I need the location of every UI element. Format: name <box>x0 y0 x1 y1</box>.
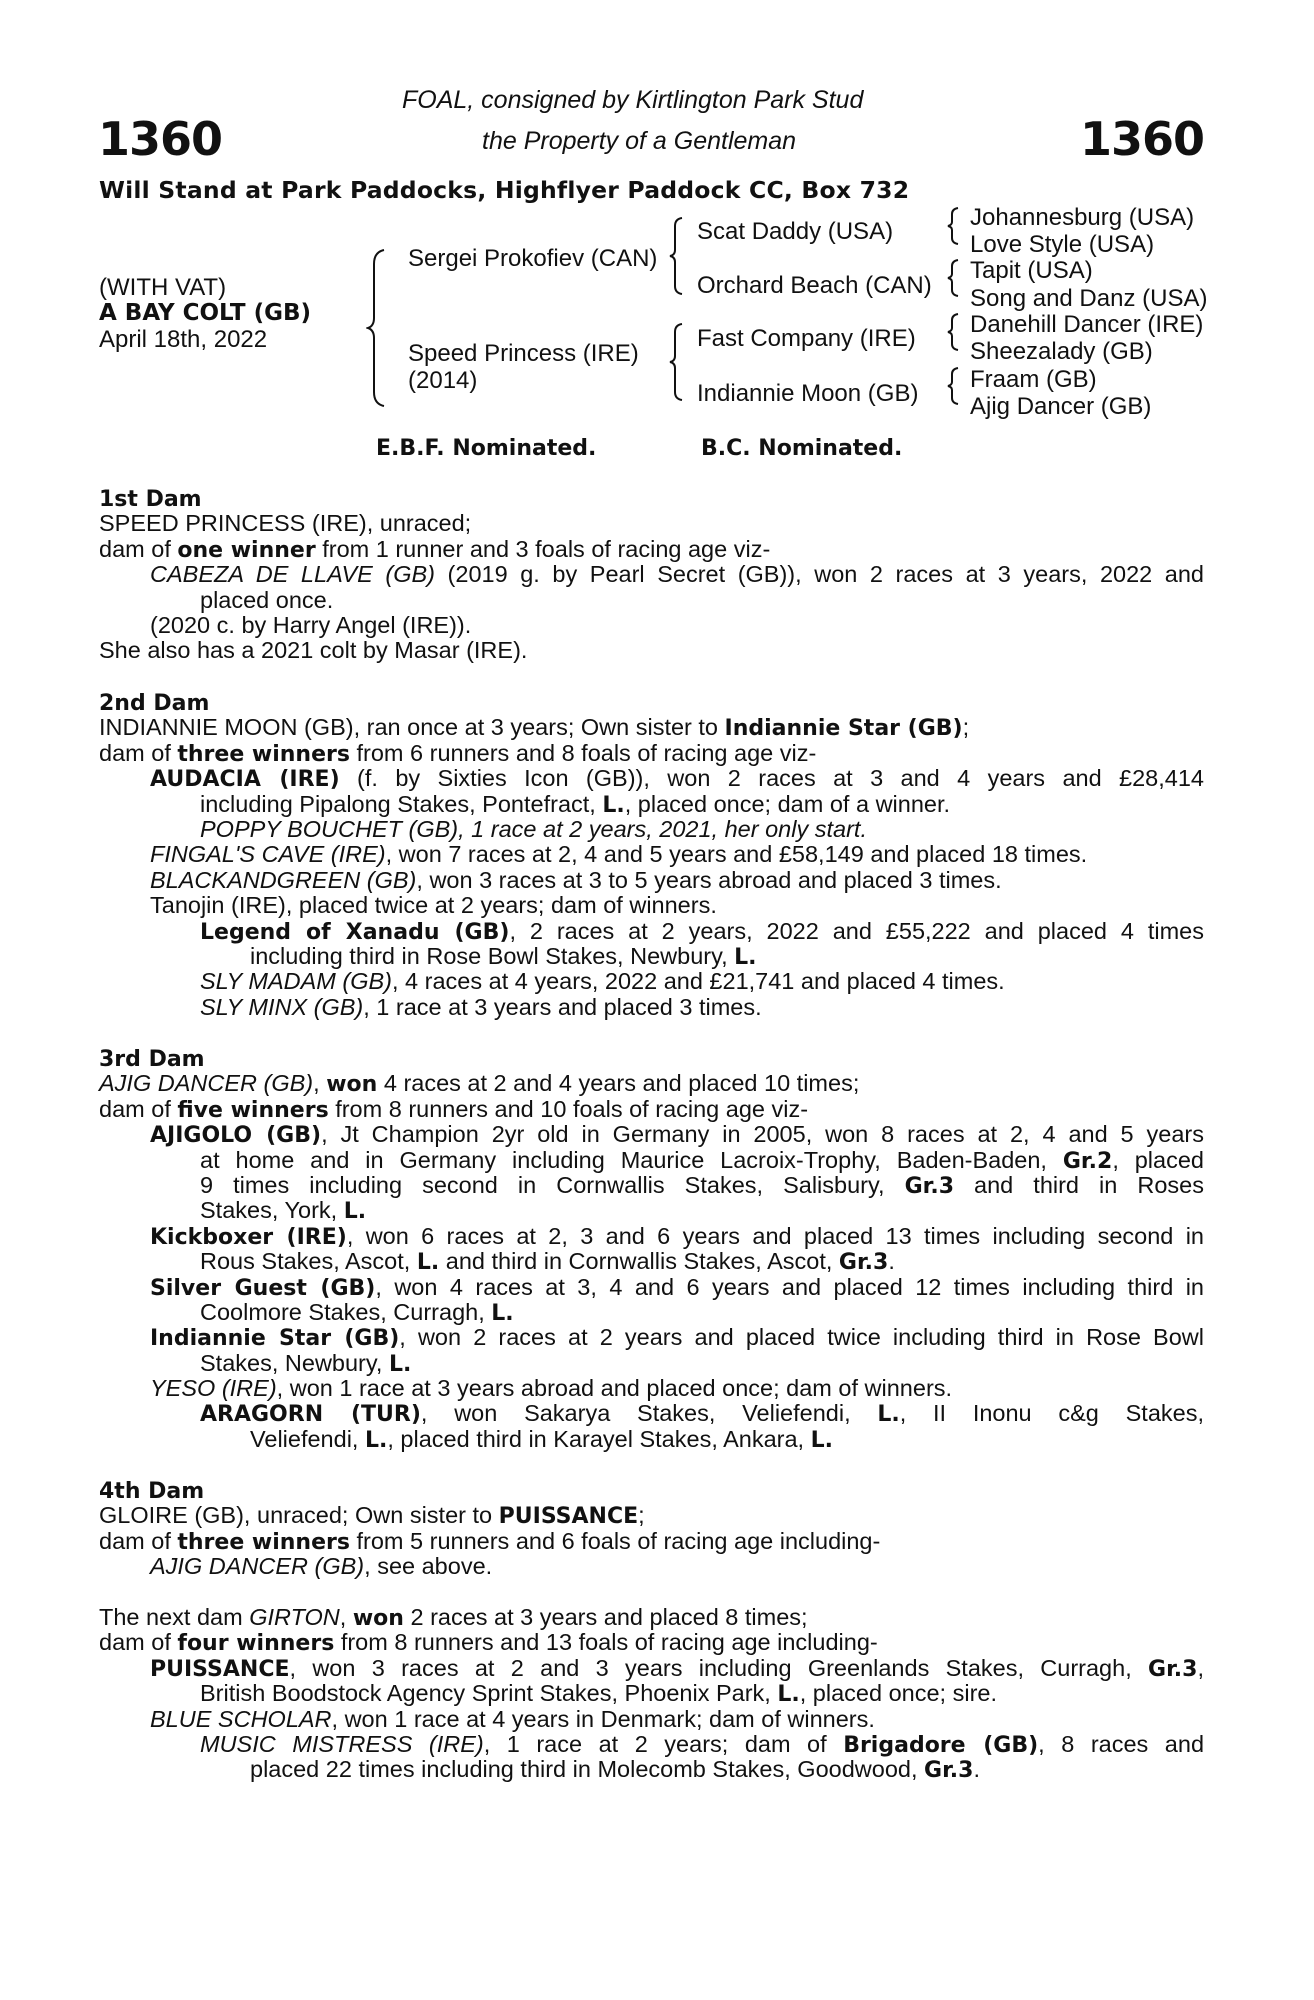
consignor-line: FOAL, consigned by Kirtlington Park Stud <box>402 86 864 114</box>
lot-number-right: 1360 <box>1079 112 1204 166</box>
produce-music-mistress-cont: placed 22 times including third in Molecomb Stakes, Goodwood, Gr.3. <box>250 1756 980 1784</box>
first-dam-heading: 1st Dam <box>99 487 202 512</box>
ggp-3: Tapit (USA) <box>970 257 1093 284</box>
produce-ajigolo-cont-2: 9 times including second in Cornwallis Stakes, Salisbury, Gr.3 and third in Roses <box>200 1172 1204 1199</box>
second-dam-heading: 2nd Dam <box>99 691 210 716</box>
produce-ajigolo-cont-3: Stakes, York, L. <box>200 1197 367 1225</box>
sire-dam: Orchard Beach (CAN) <box>697 272 932 299</box>
first-dam-line: SPEED PRINCESS (IRE), unraced; <box>99 510 472 537</box>
ggp-4: Song and Danz (USA) <box>970 285 1208 312</box>
bc-nomination: B.C. Nominated. <box>701 436 903 461</box>
second-dam-produce-summary: dam of three winners from 6 runners and 8 foals of racing age viz- <box>99 739 817 767</box>
second-dam-section <box>99 690 1204 1020</box>
pedigree-brace-main <box>366 248 388 408</box>
lot-number-left: 1360 <box>98 112 223 166</box>
brace-g1 <box>946 206 960 246</box>
ggp-5: Danehill Dancer (IRE) <box>970 311 1204 338</box>
produce-aragorn: ARAGORN (TUR), won Sakarya Stakes, Veliefendi, L., II Inonu c&g Stakes, <box>200 1401 1204 1427</box>
produce-puissance-cont: British Boodstock Agency Sprint Stakes, Phoenix Park, L., placed once; sire. <box>200 1680 997 1708</box>
third-dam-section <box>99 1046 1204 1452</box>
produce-ajig-dancer: AJIG DANCER (GB), see above. <box>150 1553 493 1580</box>
foaling-date: April 18th, 2022 <box>99 326 268 353</box>
horse-name: A BAY COLT (GB) <box>99 300 312 326</box>
dam-year: (2014) <box>408 367 478 394</box>
produce-cabeza-de-llave: CABEZA DE LLAVE (GB) (2019 g. by Pearl Secret (GB)), won 2 races at 3 years, 2022 and <box>150 562 1204 588</box>
brace-g2 <box>946 258 960 298</box>
produce-blue-scholar: BLUE SCHOLAR, won 1 race at 4 years in Denmark; dam of winners. <box>150 1705 875 1732</box>
fourth-dam-line: GLOIRE (GB), unraced; Own sister to PUISSANCE; <box>99 1502 645 1530</box>
produce-cabeza-de-llave-cont: placed once. <box>200 586 334 613</box>
stand-location: Will Stand at Park Paddocks, Highflyer Paddock CC, Box 732 <box>99 176 910 204</box>
fourth-dam-produce-summary: dam of three winners from 5 runners and 6 foals of racing age including- <box>99 1527 881 1555</box>
brace-g4 <box>946 366 960 406</box>
sire-name: Sergei Prokofiev (CAN) <box>408 245 658 272</box>
dam-dam: Indiannie Moon (GB) <box>697 380 919 407</box>
dam-sire: Fast Company (IRE) <box>697 325 916 352</box>
third-dam-line: AJIG DANCER (GB), won 4 races at 2 and 4 years and placed 10 times; <box>99 1070 860 1098</box>
produce-2021-colt: She also has a 2021 colt by Masar (IRE). <box>99 637 528 664</box>
third-dam-heading: 3rd Dam <box>99 1047 205 1072</box>
ggp-1: Johannesburg (USA) <box>970 204 1195 231</box>
produce-kickboxer-cont: Rous Stakes, Ascot, L. and third in Cornwallis Stakes, Ascot, Gr.3. <box>200 1248 895 1276</box>
produce-silver-guest-cont: Coolmore Stakes, Curragh, L. <box>200 1298 514 1326</box>
ggp-6: Sheezalady (GB) <box>970 338 1153 365</box>
produce-ajigolo: AJIGOLO (GB), Jt Champion 2yr old in Germany in 2005, won 8 races at 2, 4 and 5 years <box>150 1122 1204 1148</box>
ggp-8: Ajig Dancer (GB) <box>970 393 1152 420</box>
first-dam-produce-summary: dam of one winner from 1 runner and 3 foals of racing age viz- <box>99 535 771 563</box>
produce-silver-guest: Silver Guest (GB), won 4 races at 3, 4 and 6 years and placed 12 times including third in <box>150 1274 1204 1300</box>
next-dam-section <box>99 1605 1204 1783</box>
produce-2020-colt: (2020 c. by Harry Angel (IRE)). <box>150 611 472 638</box>
fourth-dam-heading: 4th Dam <box>99 1479 205 1504</box>
produce-aragorn-cont: Veliefendi, L., placed third in Karayel Stakes, Ankara, L. <box>250 1425 833 1453</box>
brace-g3 <box>946 312 960 352</box>
ggp-7: Fraam (GB) <box>970 366 1097 393</box>
produce-ajigolo-cont-1: at home and in Germany including Maurice Lacroix-Trophy, Baden-Baden, Gr.2, placed <box>200 1147 1204 1173</box>
next-dam-line: The next dam GIRTON, won 2 races at 3 years and placed 8 times; <box>99 1604 808 1631</box>
next-dam-produce-summary: dam of four winners from 8 runners and 13 foals of racing age including- <box>99 1629 878 1657</box>
vendor-line: the Property of a Gentleman <box>482 127 797 155</box>
section-heading <box>99 1478 1204 1503</box>
produce-audacia-cont: including Pipalong Stakes, Pontefract, L., placed once; dam of a winner. <box>200 790 951 818</box>
produce-tanojin: Tanojin (IRE), placed twice at 2 years; dam of winners. <box>150 892 717 919</box>
produce-indiannie-star: Indiannie Star (GB), won 2 races at 2 years and placed twice including third in Rose Bowl <box>150 1325 1204 1351</box>
produce-audacia: AUDACIA (IRE) (f. by Sixties Icon (GB)), won 2 races at 3 and 4 years and £28,414 <box>150 766 1204 792</box>
section-heading <box>99 690 1204 715</box>
produce-sly-minx: SLY MINX (GB), 1 race at 3 years and placed 3 times. <box>200 993 762 1020</box>
pedigree-brace-dam <box>668 322 684 402</box>
second-dam-line: INDIANNIE MOON (GB), ran once at 3 years; Own sister to Indiannie Star (GB); <box>99 714 970 742</box>
produce-kickboxer: Kickboxer (IRE), won 6 races at 2, 3 and 6 years and placed 13 times including second in <box>150 1223 1204 1250</box>
produce-indiannie-star-cont: Stakes, Newbury, L. <box>200 1349 412 1377</box>
vat-note: (WITH VAT) <box>99 274 227 301</box>
third-dam-produce-summary: dam of five winners from 8 runners and 10 foals of racing age viz- <box>99 1095 809 1123</box>
first-dam-section <box>99 486 1204 664</box>
section-heading <box>99 486 1204 511</box>
ggp-2: Love Style (USA) <box>970 231 1155 258</box>
produce-music-mistress: MUSIC MISTRESS (IRE), 1 race at 2 years; dam of Brigadore (GB), 8 races and <box>200 1731 1204 1758</box>
section-heading <box>99 1046 1204 1071</box>
fourth-dam-section <box>99 1478 1204 1580</box>
produce-sly-madam: SLY MADAM (GB), 4 races at 4 years, 2022 and £21,741 and placed 4 times. <box>200 968 1005 995</box>
pedigree-brace-sire <box>668 216 684 296</box>
produce-puissance: PUISSANCE, won 3 races at 2 and 3 years including Greenlands Stakes, Curragh, Gr.3, <box>150 1655 1204 1682</box>
ebf-nomination: E.B.F. Nominated. <box>376 436 597 461</box>
produce-yeso: YESO (IRE), won 1 race at 3 years abroad and placed once; dam of winners. <box>150 1375 953 1402</box>
produce-fingals-cave: FINGAL'S CAVE (IRE), won 7 races at 2, 4 and 5 years and £58,149 and placed 18 times. <box>150 841 1088 868</box>
produce-poppy-bouchet: POPPY BOUCHET (GB), 1 race at 2 years, 2021, her only start. <box>200 815 867 842</box>
produce-legend-of-xanadu: Legend of Xanadu (GB), 2 races at 2 years, 2022 and £55,222 and placed 4 times <box>200 918 1204 944</box>
sire-sire: Scat Daddy (USA) <box>697 218 894 245</box>
produce-legend-of-xanadu-cont: including third in Rose Bowl Stakes, Newbury, L. <box>250 942 757 970</box>
produce-blackandgreen: BLACKANDGREEN (GB), won 3 races at 3 to 5 years abroad and placed 3 times. <box>150 866 1002 893</box>
dam-name: Speed Princess (IRE) <box>408 340 639 367</box>
